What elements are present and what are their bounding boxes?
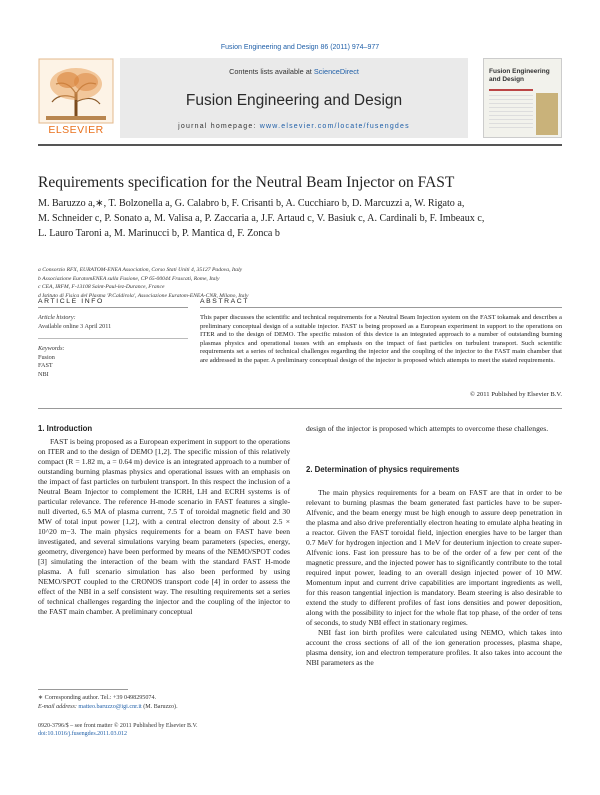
section-1-body — [38, 437, 290, 617]
homepage-prefix: journal homepage: — [178, 123, 260, 130]
journal-masthead — [38, 58, 562, 144]
article-info-rule — [38, 307, 188, 308]
issn-block — [38, 722, 290, 739]
section-2-paragraph-2: NBI fast ion birth profiles were calculated using NEMO, which takes into account the cross sections of all of the ion generation processes, plasma shape, plasma density, ion and electron temperature profiles. It also takes into account the NBI parameters as the — [306, 628, 562, 667]
abstract-copyright: © 2011 Published by Elsevier B.V. — [469, 391, 562, 398]
keywords-block — [38, 345, 188, 379]
section-2-paragraph-1: The main physics requirements for a beam on FAST are that in order to be relevant to burning plasmas the beam generated fast particles have to be super-Alfvenic, and the beam energy must be high enough to assure deep penetration in the plasma and also drive preferentially electron heating to emulate alpha heating in a reactor. Given the FAST toroidal field, injection energies have to be larger than 0.7 MeV for hydrogen injection and 1 MeV for deuterium injection to create super-Alfvenic ions. Fast ion pressure has to be of the order of a few per cent of the magnetic pressure, and the injected power has to significantly contribute to the total required input power, leading to an overall design injected power of 10 MW. Momentum input and current drive capabilities are important ingredients as well, for this reason tangential injection is mandatory. Beam steering is also desirable to extend the study to different profiles of fast ions densities and power deposition, along with the possibility to inject for the whole flat top phase, of the order of tens of seconds, to study NBI effect in stationary regimes. — [306, 488, 562, 627]
elsevier-logo — [38, 58, 114, 138]
masthead-rule — [38, 144, 562, 146]
issn-line: 0920-3796/$ – see front matter © 2011 Published by Elsevier B.V. — [38, 723, 198, 729]
abstract-text: This paper discusses the scientific and technical requirements for a Neutral Beam Injection system on the FAST tokamak and describes a preliminary conceptual design of a suitable injector. FAST is being proposed as a European experiment in support to the operations on ITER and to the design of DEMO. The specific mission of this device is an integrated approach to a number of outstanding burning plasmas physics and operational issues with an emphasis on the impact of fast particles on turbulent transport. Such scientific requirements set a series of technical challenges regarding the injector and the coupling of the injector to the FAST main chamber that are addressed in the paper. A preliminary conceptual design of the injector is proposed which attempts to meet the stated requirements. — [200, 314, 562, 364]
affiliation-list — [38, 266, 562, 301]
section-2-heading: 2. Determination of physics requirements — [306, 465, 460, 474]
abstract-bottom-rule — [38, 408, 562, 409]
keyword-item: FAST — [38, 362, 53, 370]
keywords-label: Keywords: — [38, 345, 65, 352]
journal-title: Fusion Engineering and Design — [185, 92, 403, 109]
email-prefix: E-mail address: — [38, 703, 79, 710]
abstract-heading: ABSTRACT — [200, 298, 250, 305]
footnote-rule — [38, 689, 128, 690]
journal-cover-thumbnail — [483, 58, 562, 138]
authors-line-2: M. Schneider c, P. Sonato a, M. Valisa a, P. Zaccaria a, J.F. Artaud c, V. Basiuk c, A. Cardinali b, F. Imbeaux c, — [38, 213, 485, 225]
journal-homepage-link[interactable]: www.elsevier.com/locate/fusengdes — [259, 123, 410, 130]
sciencedirect-link[interactable]: ScienceDirect — [313, 67, 359, 76]
section-1-paragraph: FAST is being proposed as a European experiment in support to the operations on ITER and to the design of DEMO [1,2]. The specific mission of this relatively compact (R = 1.82 m, a = 0.64 m) device is an integrated approach to a number of outstanding burning plasmas physics and operational issues with an emphasis on the impact of fast particles on turbulent transport. In this respect the inclusion of a Neutral Beam Injector to complement the ICRH, LH and ECRH systems is of particular relevance. The reference H-mode scenario in FAST features a single-null diverted, 6.5 MA of plasma current, 7.5 T of toroidal magnetic field and 30 MW of total input power [1,2], with a central electron density of about 2.5 × 10^20 m−3. The main physics requirements for a beam on FAST have been investigated, and several simulations varying beam parameters (species, energy, geometry, divergence) have been performed by means of the NEMO/SPOT codes [3] simulating the interaction of the beam with the standard FAST H-mode plasma. A full scenario simulation has also been performed by using NEMO/SPOT coupled to the CRONOS transport code [4] in order to assess the effect of the NBI in a self consistent way. The resulting requirements set a series of technical challenges regarding the injector and the coupling of the injector to the FAST main chamber. A preliminary conceptual — [38, 437, 290, 616]
abstract-rule — [200, 307, 562, 308]
footnote-line-1: ∗ Corresponding author. Tel.: +39 0498295074. — [38, 695, 157, 701]
keyword-item: Fusion — [38, 353, 55, 361]
authors-line-3: L. Lauro Taroni a, M. Marinucci b, P. Mantica d, F. Zonca b — [38, 228, 280, 240]
journal-reference[interactable]: Fusion Engineering and Design 86 (2011) 974–977 — [220, 44, 380, 51]
history-label: Article history: — [38, 314, 76, 321]
paper-title: Requirements specification for the Neutral Beam Injector on FAST — [38, 174, 455, 191]
section-1-heading: 1. Introduction — [38, 424, 93, 433]
email-link[interactable]: matteo.baruzzo@igi.cnr.it — [78, 703, 142, 710]
affiliation-b: b Associazione EuratomENEA sulla Fusione, CP 65-00044 Frascati, Rome, Italy — [38, 275, 220, 282]
corresponding-author-footnote — [38, 694, 290, 711]
cover-rule — [489, 89, 533, 91]
cover-image — [536, 93, 558, 135]
affiliation-d: d Istituto di Fisica del Plasma 'P.Caldirola', Associazione Euratom-ENEA-CNR, Milano, Italy — [38, 293, 249, 300]
author-list — [38, 196, 562, 242]
contents-line — [120, 67, 468, 76]
article-history — [38, 314, 188, 331]
keywords-rule — [38, 338, 188, 339]
contents-prefix: Contents lists available at — [229, 67, 314, 76]
affiliation-a: a Consorzio RFX, EURATOM-ENEA Association, Corso Stati Uniti 4, 35127 Padova, Italy — [38, 267, 243, 273]
publisher-logo-text: ELSEVIER — [48, 124, 104, 136]
affiliation-c: c CEA, IRFM, F-13108 Saint-Paul-lez-Durance, France — [38, 284, 165, 291]
masthead-banner — [120, 58, 468, 138]
homepage-line — [120, 123, 468, 130]
section-2-body — [306, 488, 562, 668]
authors-line-1: M. Baruzzo a,∗, T. Bolzonella a, G. Calabro b, F. Crisanti b, A. Cucchiaro b, D. Marcuzzi a, W. Rigato a, — [38, 198, 465, 209]
column-2-continuation: design of the injector is proposed which attempts to overcome these challenges. — [306, 424, 549, 433]
cover-title: Fusion Engineering and Design — [489, 68, 550, 83]
doi-link[interactable]: doi:10.1016/j.fusengdes.2011.03.012 — [38, 731, 127, 738]
history-value: Available online 3 April 2011 — [38, 322, 112, 330]
footnote-email-line — [38, 703, 290, 712]
cover-text-lines — [489, 95, 533, 131]
article-info-heading: ARTICLE INFO — [38, 298, 104, 305]
keyword-item: NBI — [38, 370, 49, 378]
email-suffix: (M. Baruzzo). — [141, 703, 178, 710]
